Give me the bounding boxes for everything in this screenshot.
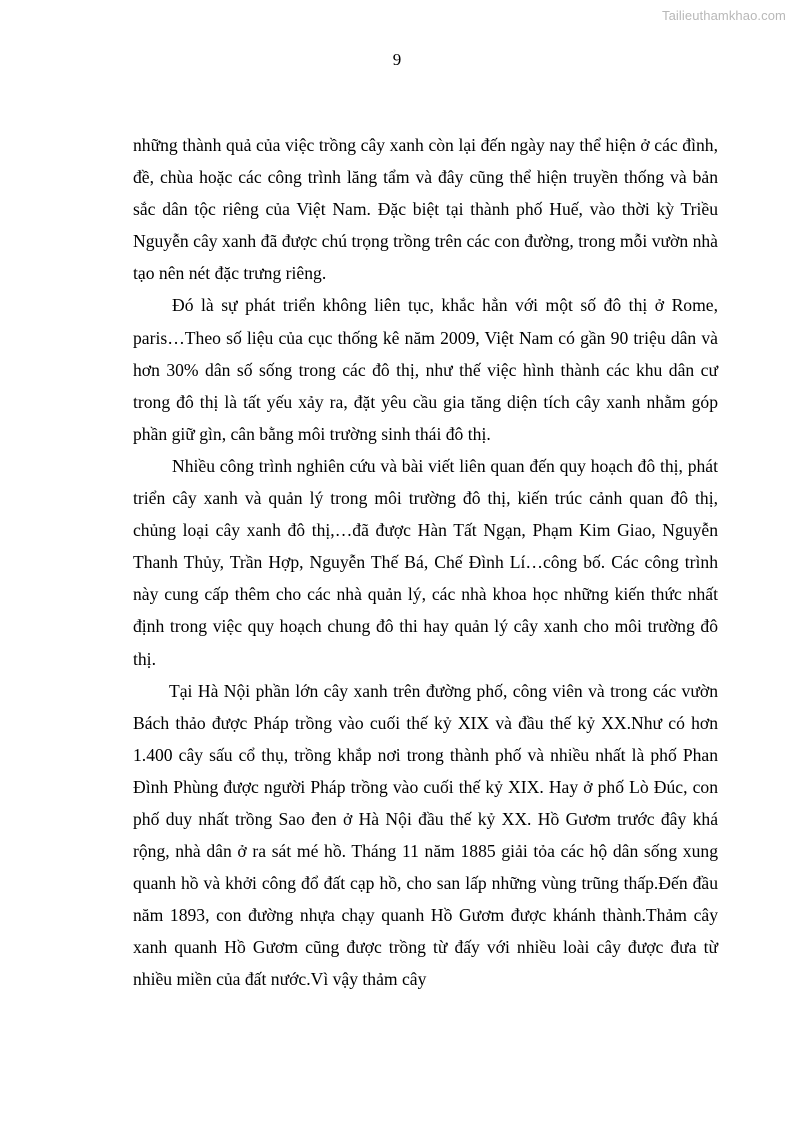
- page-number: 9: [392, 50, 402, 69]
- document-body: [133, 129, 718, 996]
- paragraph-4: Tại Hà Nội phần lớn cây xanh trên đường phố, công viên và trong các vườn Bách thảo được Pháp trồng vào cuối thế kỷ XIX và đầu thế kỷ XX.Như có hơn 1.400 cây sấu cổ thụ, trồng khắp nơi trong thành phố và nhiều nhất là phố Phan Đình Phùng được người Pháp trồng vào cuối thế kỷ XIX. Hay ở phố Lò Đúc, con phố duy nhất trồng Sao đen ở Hà Nội đầu thế kỷ XX. Hồ Gươm trước đây khá rộng, nhà dân ở ra sát mé hồ. Tháng 11 năm 1885 giải tỏa các hộ dân sống xung quanh hồ và khởi công đổ đất cạp hồ, cho san lấp những vùng trũng thấp.Đến đầu năm 1893, con đường nhựa chạy quanh Hồ Gươm được khánh thành.Thảm cây xanh quanh Hồ Gươm cũng được trồng từ đấy với nhiều loài cây được đưa từ nhiều miền của đất nước.Vì vậy thảm cây: [133, 680, 718, 990]
- paragraph-1: những thành quả của việc trồng cây xanh còn lại đến ngày nay thể hiện ở các đình, đề, chùa hoặc các công trình lăng tẩm và đây cũng thể hiện truyền thống và bản sắc dân tộc riêng của Việt Nam. Đặc biệt tại thành phố Huế, vào thời kỳ Triều Nguyễn cây xanh đã được chú trọng trồng trên các con đường, trong mỗi vườn nhà tạo nên nét đặc trưng riêng.: [133, 135, 718, 284]
- paragraph-3: Nhiều công trình nghiên cứu và bài viết liên quan đến quy hoạch đô thị, phát triển cây xanh và quản lý trong môi trường đô thị, kiến trúc cảnh quan đô thị, chủng loại cây xanh đô thị,…đã được Hàn Tất Ngạn, Phạm Kim Giao, Nguyễn Thanh Thủy, Trần Hợp, Nguyễn Thế Bá, Chế Đình Lí…công bố. Các công trình này cung cấp thêm cho các nhà quản lý, các nhà khoa học những kiến thức nhất định trong việc quy hoạch chung đô thi hay quản lý cây xanh cho môi trường đô thị.: [133, 455, 718, 669]
- watermark-text: Tailieuthamkhao.com: [661, 8, 786, 23]
- paragraph-2: Đó là sự phát triển không liên tục, khắc hẳn với một số đô thị ở Rome, paris…Theo số liệu của cục thống kê năm 2009, Việt Nam có gần 90 triệu dân và hơn 30% dân số sống trong các đô thị, như thế việc hình thành các khu dân cư trong đô thị là tất yếu xảy ra, đặt yêu cầu gia tăng diện tích cây xanh nhằm góp phần giữ gìn, cân bằng môi trường sinh thái đô thị.: [133, 295, 718, 444]
